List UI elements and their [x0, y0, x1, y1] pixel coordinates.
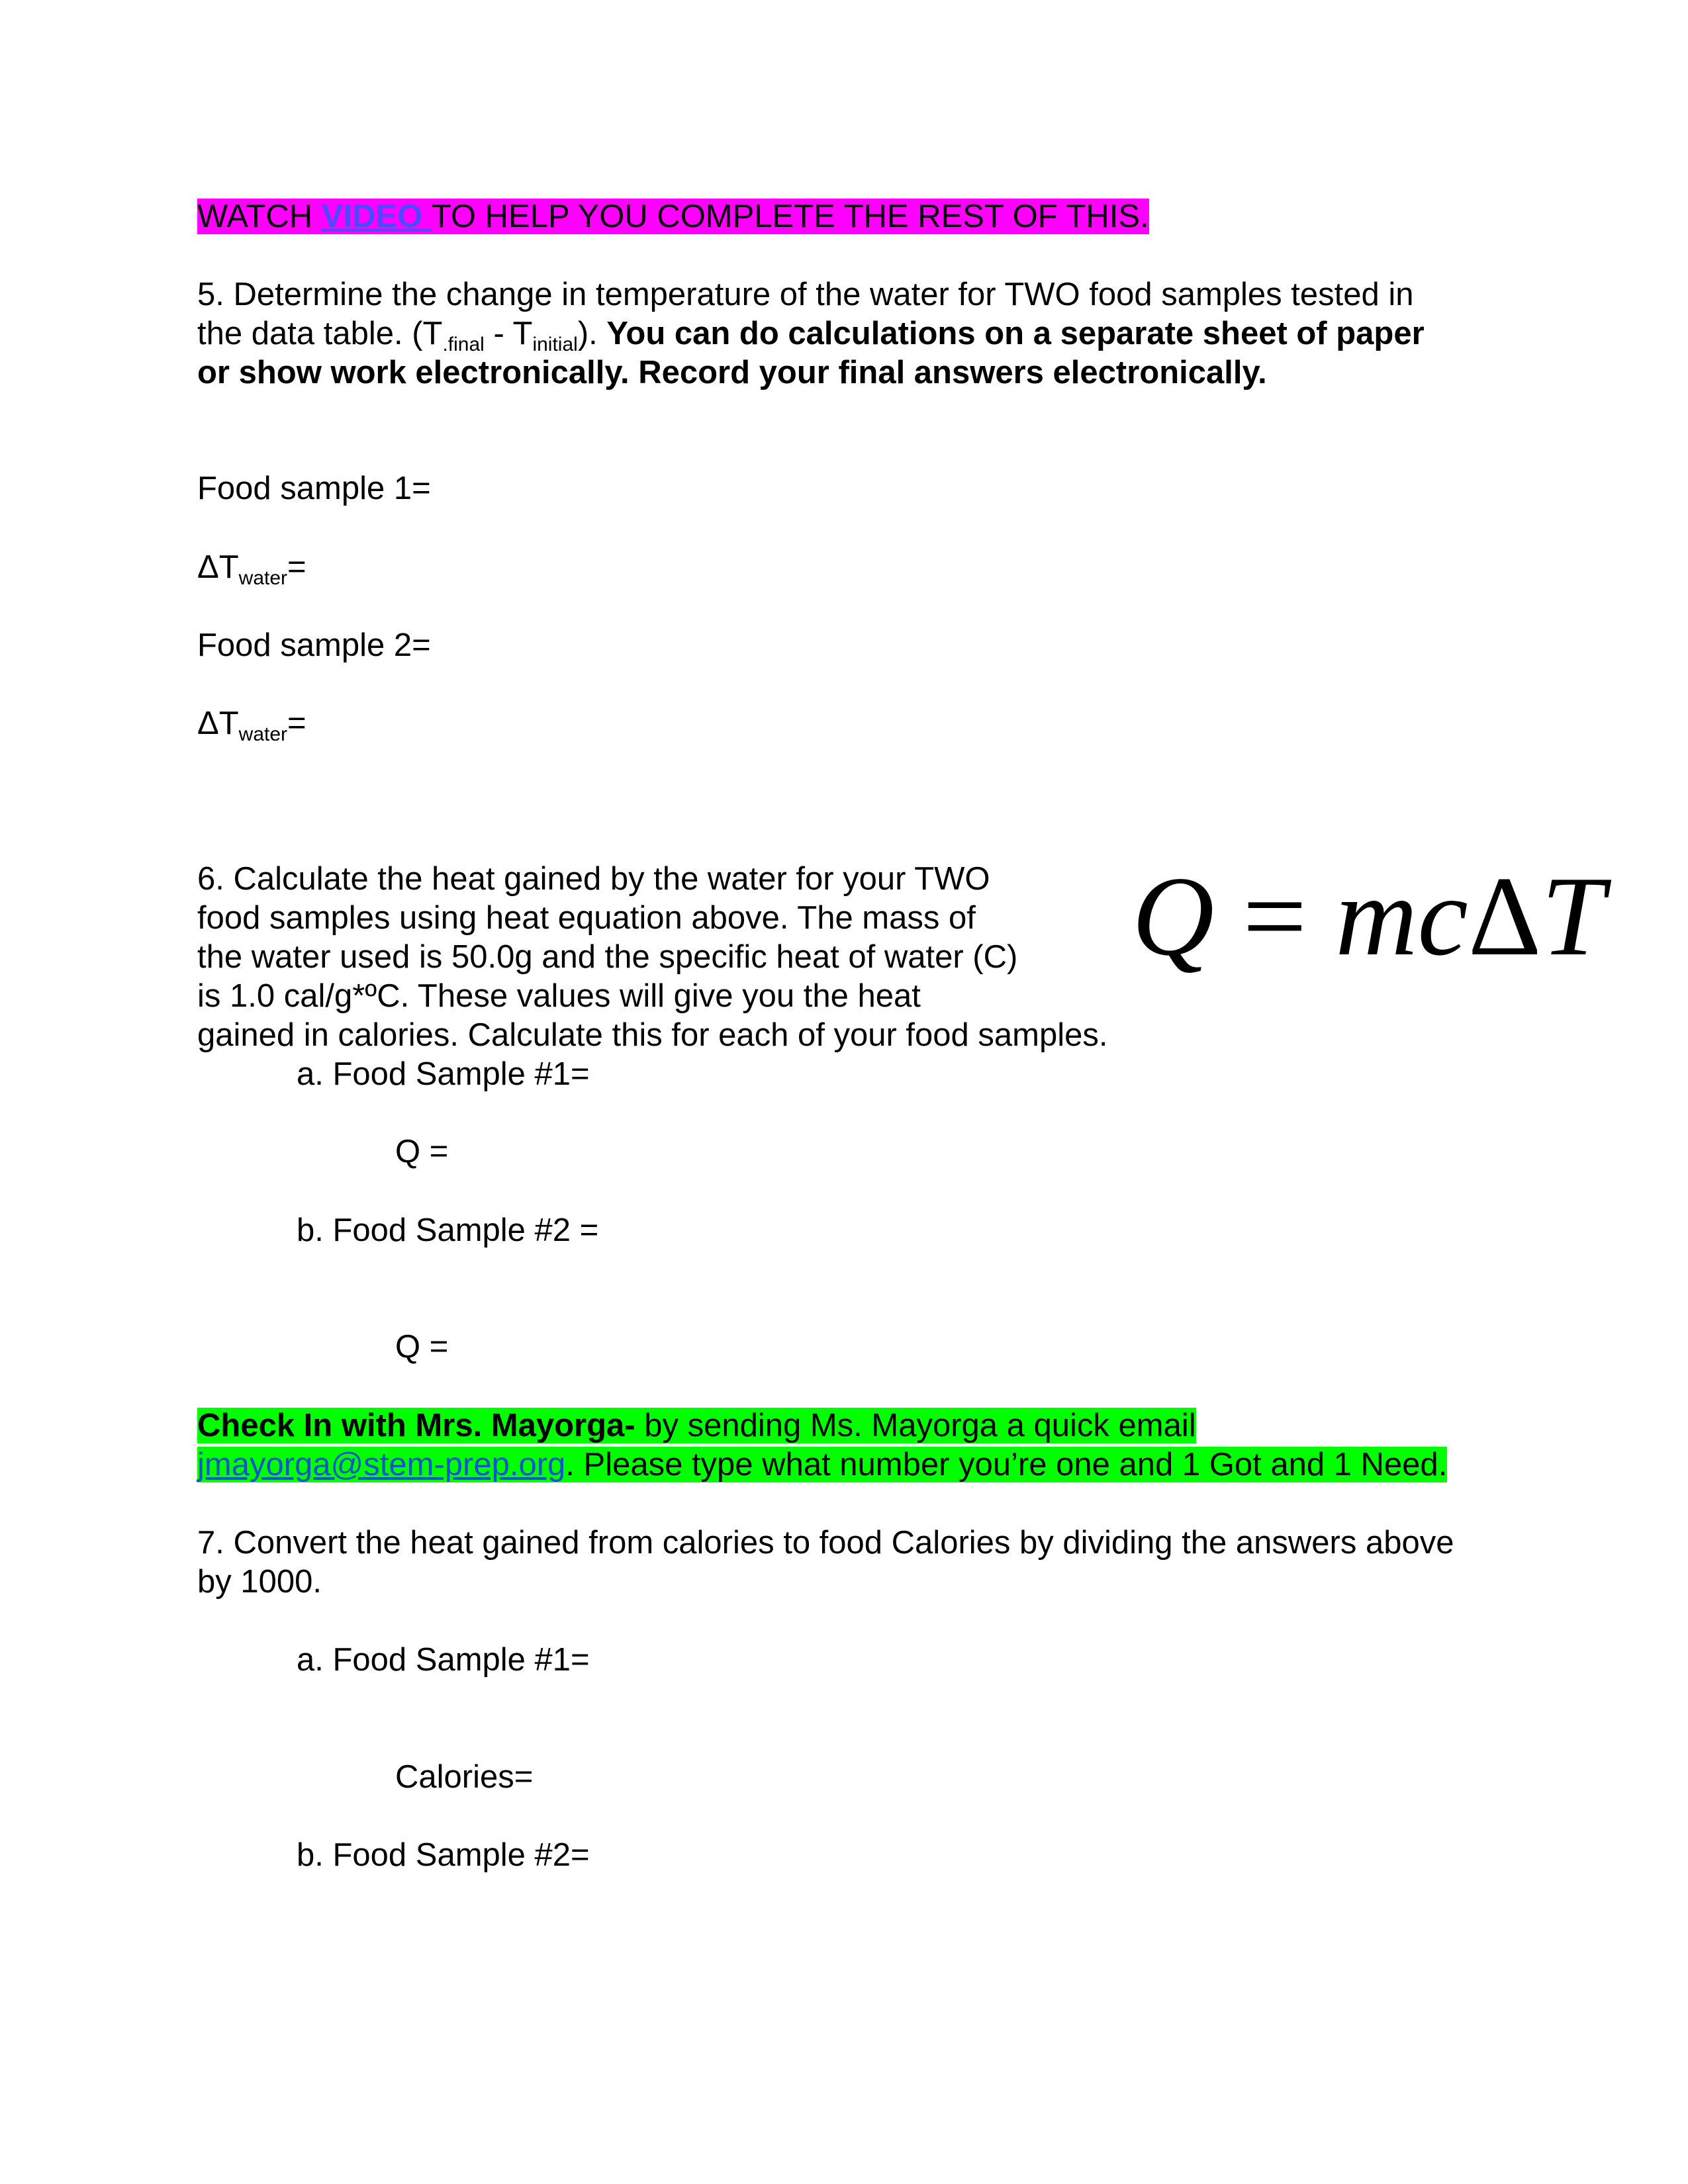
- checkin-line-1: [197, 1406, 1196, 1445]
- q6-q-answer-2: Q =: [395, 1329, 449, 1365]
- delta-t-water-1: [197, 547, 306, 587]
- email-link[interactable]: jmayorga@stem-prep.org: [197, 1447, 566, 1482]
- sub-initial: initial: [532, 334, 578, 355]
- q6-food-sample-1: a. Food Sample #1=: [297, 1056, 590, 1092]
- q6-line-1: 6. Calculate the heat gained by the water for your TWO: [197, 861, 990, 897]
- delta-eq-1: =: [287, 549, 306, 585]
- q5-line-2: [197, 314, 1425, 353]
- eq-equals: =: [1214, 854, 1336, 979]
- eq-t: T: [1541, 854, 1605, 979]
- eq-q: Q: [1132, 854, 1215, 979]
- delta-t-1: ΔT: [197, 549, 239, 585]
- watch-suffix: TO HELP YOU COMPLETE THE REST OF THIS.: [431, 199, 1149, 234]
- video-link[interactable]: VIDEO: [321, 199, 432, 234]
- food-sample-2-label: Food sample 2=: [197, 627, 431, 663]
- checkin-bold: Check In with Mrs. Mayorga-: [197, 1408, 635, 1443]
- eq-delta: Δ: [1468, 854, 1542, 979]
- watch-prefix: WATCH: [197, 199, 322, 234]
- q7-line-2: by 1000.: [197, 1564, 322, 1600]
- checkin-line-2: [197, 1445, 1447, 1484]
- checkin-line-2-rest: . Please type what number you’re one and 1 Got and 1 Need.: [565, 1447, 1448, 1482]
- q6-food-sample-2: b. Food Sample #2 =: [297, 1212, 599, 1248]
- q7-food-sample-1: a. Food Sample #1=: [297, 1642, 590, 1678]
- q5-minus: - T: [484, 316, 533, 351]
- delta-t-water-2: [197, 704, 306, 743]
- q5-line-1: 5. Determine the change in temperature of the water for TWO food samples tested in: [197, 277, 1414, 312]
- heat-equation: [1132, 850, 1605, 983]
- watch-video-banner: [197, 197, 1149, 236]
- q5-bold-instruction: You can do calculations on a separate sheet of paper: [606, 316, 1425, 351]
- food-sample-1-label: Food sample 1=: [197, 471, 431, 506]
- sub-water-2: water: [238, 723, 288, 745]
- checkin-rest: by sending Ms. Mayorga a quick email: [635, 1408, 1196, 1443]
- q5-line-3: or show work electronically. Record your final answers electronically.: [197, 355, 1267, 390]
- eq-mc: mc: [1335, 854, 1468, 979]
- q6-line-5: gained in calories. Calculate this for each of your food samples.: [197, 1017, 1108, 1053]
- q6-line-2: food samples using heat equation above. The mass of: [197, 900, 976, 936]
- sub-dot: .: [442, 334, 448, 355]
- sub-final: final: [447, 334, 485, 355]
- q6-line-3: the water used is 50.0g and the specific heat of water (C): [197, 939, 1018, 975]
- q6-line-4: is 1.0 cal/g*ºC. These values will give you the heat: [197, 978, 921, 1014]
- q7-calories-label: Calories=: [395, 1759, 534, 1795]
- q5-line-2-text: the data table. (T: [197, 316, 443, 351]
- q6-q-answer-1: Q =: [395, 1134, 449, 1169]
- q7-food-sample-2: b. Food Sample #2=: [297, 1837, 590, 1873]
- sub-water-1: water: [238, 567, 288, 589]
- delta-t-2: ΔT: [197, 705, 239, 741]
- delta-eq-2: =: [287, 705, 306, 741]
- q7-line-1: 7. Convert the heat gained from calories to food Calories by dividing the answers above: [197, 1525, 1454, 1561]
- q5-close: ).: [577, 316, 607, 351]
